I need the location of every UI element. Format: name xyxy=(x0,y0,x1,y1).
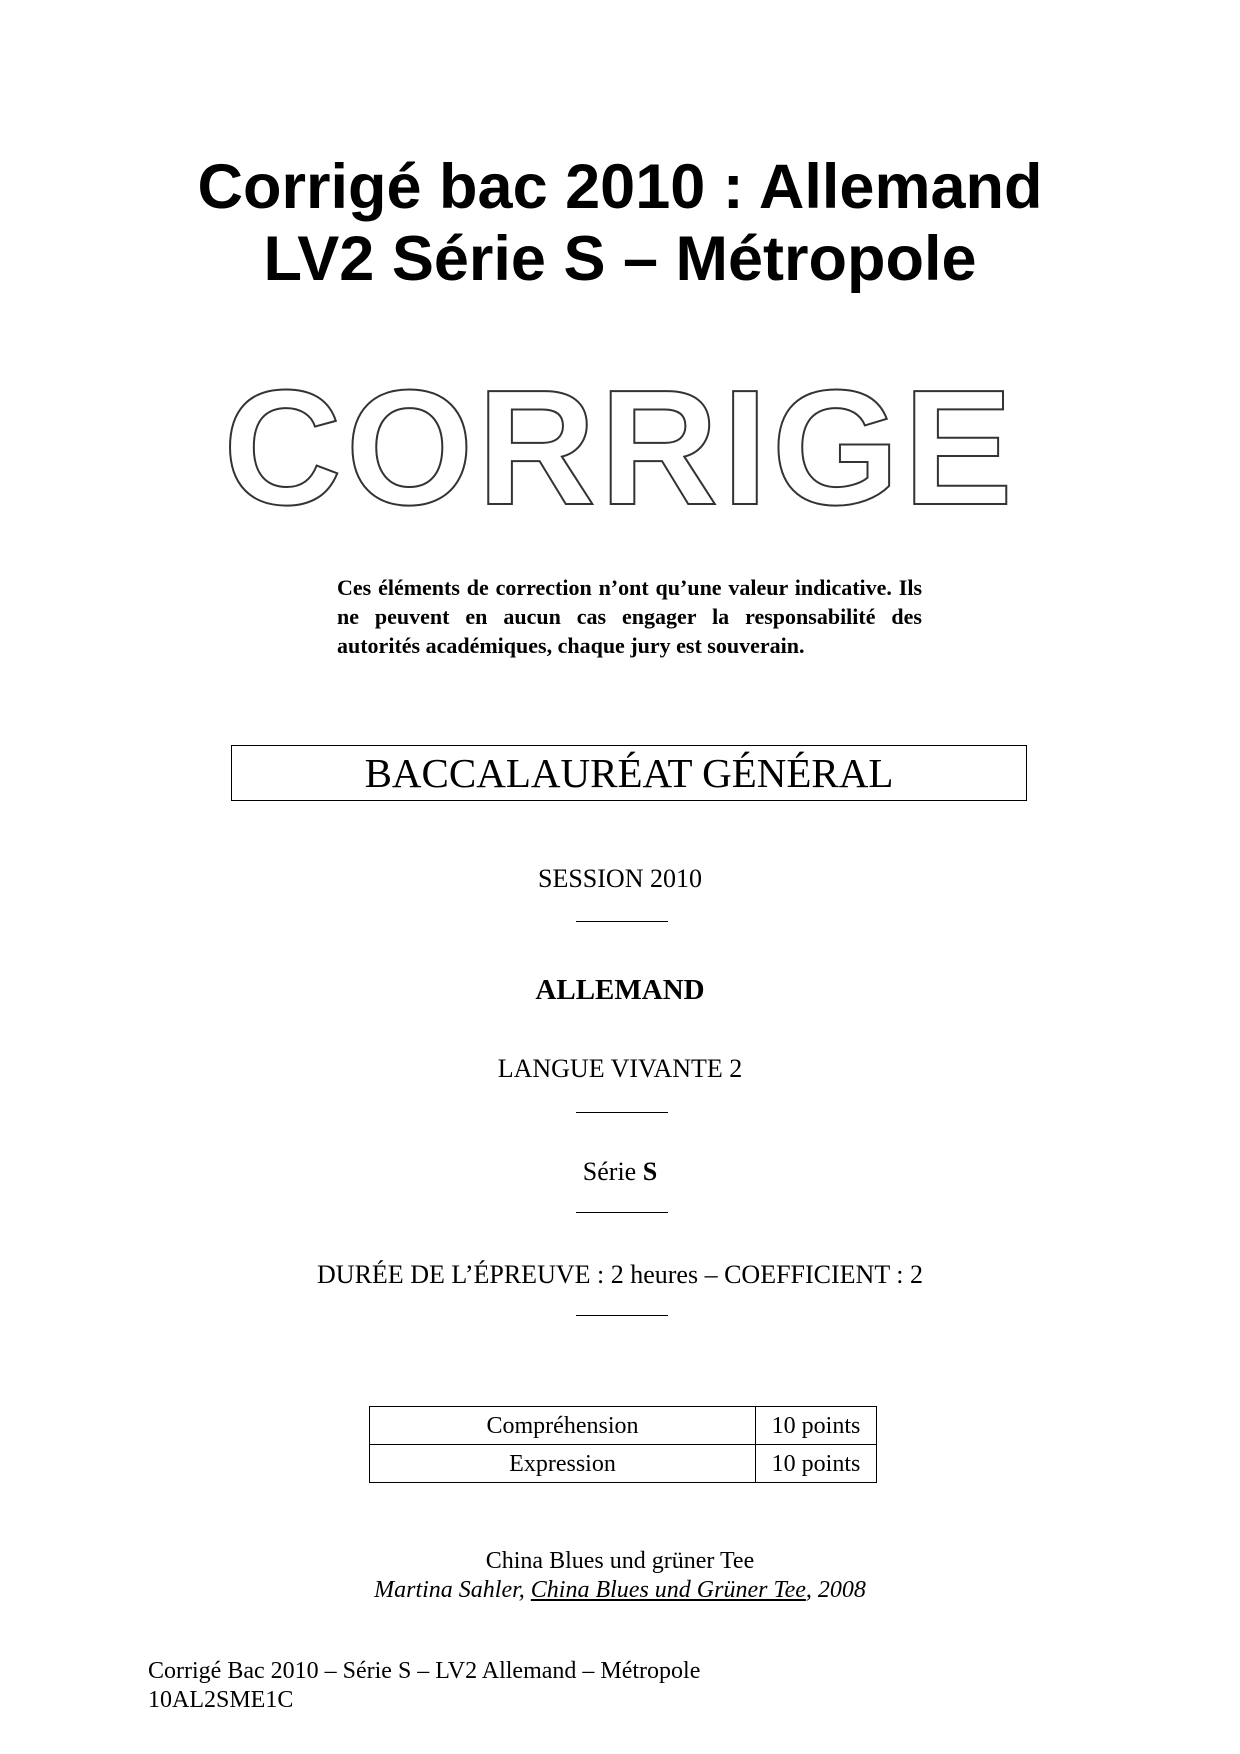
session-text: SESSION 2010 xyxy=(538,864,702,893)
table-row xyxy=(370,1407,877,1445)
footer-line-1: Corrigé Bac 2010 – Série S – LV2 Allemand – Métropole xyxy=(148,1658,701,1684)
score-points-cell: 10 points xyxy=(756,1445,877,1483)
score-table xyxy=(369,1406,877,1483)
corrige-watermark: CORRIGE xyxy=(223,356,1017,539)
table-row xyxy=(370,1445,877,1483)
score-part-cell: Expression xyxy=(370,1445,756,1483)
serie-letter: S xyxy=(642,1157,658,1186)
baccalaureat-heading-box: BACCALAURÉAT GÉNÉRAL xyxy=(231,745,1027,801)
source-year: , 2008 xyxy=(805,1577,866,1603)
separator-line xyxy=(576,1315,668,1316)
source-citation xyxy=(0,1575,1240,1605)
separator-line xyxy=(576,1212,668,1213)
separator-line xyxy=(576,921,668,922)
source-author: Martina Sahler, xyxy=(374,1577,531,1603)
duration-text: DURÉE DE L’ÉPREUVE : 2 heures – COEFFICIENT : 2 xyxy=(317,1260,923,1289)
serie-text xyxy=(0,1157,1240,1187)
page-footer xyxy=(148,1657,700,1715)
document-title-line-1: Corrigé bac 2010 : Allemand xyxy=(197,152,1043,222)
separator-line xyxy=(576,1112,668,1113)
footer-code: 10AL2SME1C xyxy=(148,1687,294,1713)
document-title-line-2: LV2 Série S – Métropole xyxy=(263,224,977,294)
score-points-cell: 10 points xyxy=(756,1407,877,1445)
source-book-title: China Blues und Grüner Tee xyxy=(530,1577,806,1603)
subject-text: ALLEMAND xyxy=(535,974,705,1006)
language-level-text: LANGUE VIVANTE 2 xyxy=(497,1054,743,1083)
serie-prefix: Série xyxy=(582,1157,643,1186)
disclaimer-text: Ces éléments de correction n’ont qu’une valeur indicative. Ils ne peuvent en aucun cas engager la responsabilité des autorités académiques, chaque jury est souverain. xyxy=(337,575,922,658)
score-part-cell: Compréhension xyxy=(370,1407,756,1445)
source-title: China Blues und grüner Tee xyxy=(485,1548,755,1574)
